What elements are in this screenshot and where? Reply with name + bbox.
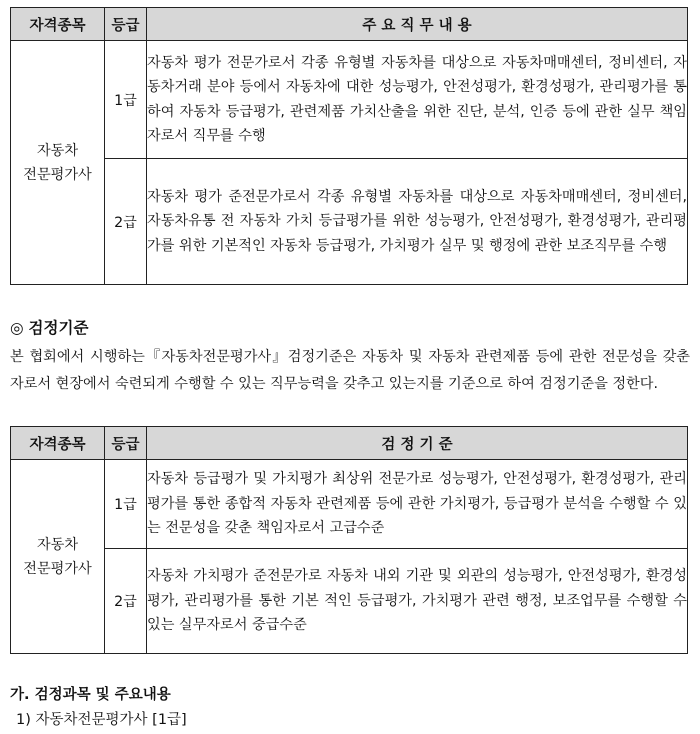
job-description-table xyxy=(10,7,688,285)
table-header-row xyxy=(11,427,688,460)
subheading-grade1: 1) 자동차전문평가사 [1급] xyxy=(16,712,187,728)
job-content-cell: 자동차 평가 준전문가로서 각종 유형별 자동차를 대상으로 자동차매매센터, 정비센터, 자동차유통 전 자동차 가치 등급평가를 위한 성능평가, 안전성평가, 환경성평가, 관리평가를 위한 기본적인 자동차 등급평가, 가치평가 실무 및 행정에 관한 보조직무를 수행 xyxy=(147,159,688,285)
section-heading xyxy=(10,316,88,338)
qualification-line: 자동차 xyxy=(36,536,79,553)
qualification-line: 전문평가사 xyxy=(23,560,92,577)
exam-standard-cell: 자동차 가치평가 준전문가로 자동차 내외 기관 및 외관의 성능평가, 안전성평가, 환경성평가, 관리평가를 통한 기본 적인 등급평가, 가치평가 관련 행정, 보조업무를 수행할 수 있는 실무자로서 중급수준 xyxy=(147,549,688,654)
table-row xyxy=(11,460,688,549)
header-exam-standard: 검 정 기 준 xyxy=(147,427,688,460)
grade-cell: 1급 xyxy=(105,460,147,549)
qualification-line: 전문평가사 xyxy=(23,166,92,183)
grade-cell: 2급 xyxy=(105,159,147,285)
header-grade: 등급 xyxy=(105,8,147,41)
header-job-content: 주 요 직 무 내 용 xyxy=(147,8,688,41)
table-header-row xyxy=(11,8,688,41)
table-row xyxy=(11,549,688,654)
qualification-line: 자동차 xyxy=(36,142,79,159)
section-title-text: 검정기준 xyxy=(28,319,89,337)
qualification-cell xyxy=(11,41,105,285)
exam-standard-cell: 자동차 등급평가 및 가치평가 최상위 전문가로 성능평가, 안전성평가, 환경성평가, 관리평가를 통한 종합적 자동차 관련제품 등에 관한 가치평가, 등급평가 분석을 수행할 수 있는 전문성을 갖춘 책임자로서 고급수준 xyxy=(147,460,688,549)
table-row xyxy=(11,41,688,159)
standard-paragraph: 본 협회에서 시행하는『자동차전문평가사』검정기준은 자동차 및 자동차 관련제품 등에 관한 전문성을 갖춘 자로서 현장에서 숙련되게 수행할 수 있는 직무능력을 갖추고 있는지를 기준으로 하여 검정기준을 정한다. xyxy=(10,349,690,392)
header-grade: 등급 xyxy=(105,427,147,460)
header-qualification: 자격종목 xyxy=(11,427,105,460)
subheading-subjects: 가. 검정과목 및 주요내용 xyxy=(10,687,171,703)
table-row xyxy=(11,159,688,285)
exam-standard-table xyxy=(10,426,688,654)
grade-cell: 2급 xyxy=(105,549,147,654)
header-qualification: 자격종목 xyxy=(11,8,105,41)
qualification-cell xyxy=(11,460,105,654)
double-circle-icon: ◎ xyxy=(10,319,24,337)
grade-cell: 1급 xyxy=(105,41,147,159)
job-content-cell: 자동차 평가 전문가로서 각종 유형별 자동차를 대상으로 자동차매매센터, 정비센터, 자동차거래 분야 등에서 자동차에 대한 성능평가, 안전성평가, 환경성평가, 관리평가를 통하여 자동차 등급평가, 관련제품 가치산출을 위한 진단, 분석, 인증 등에 관한 실무 책임자로서 직무를 수행 xyxy=(147,41,688,159)
